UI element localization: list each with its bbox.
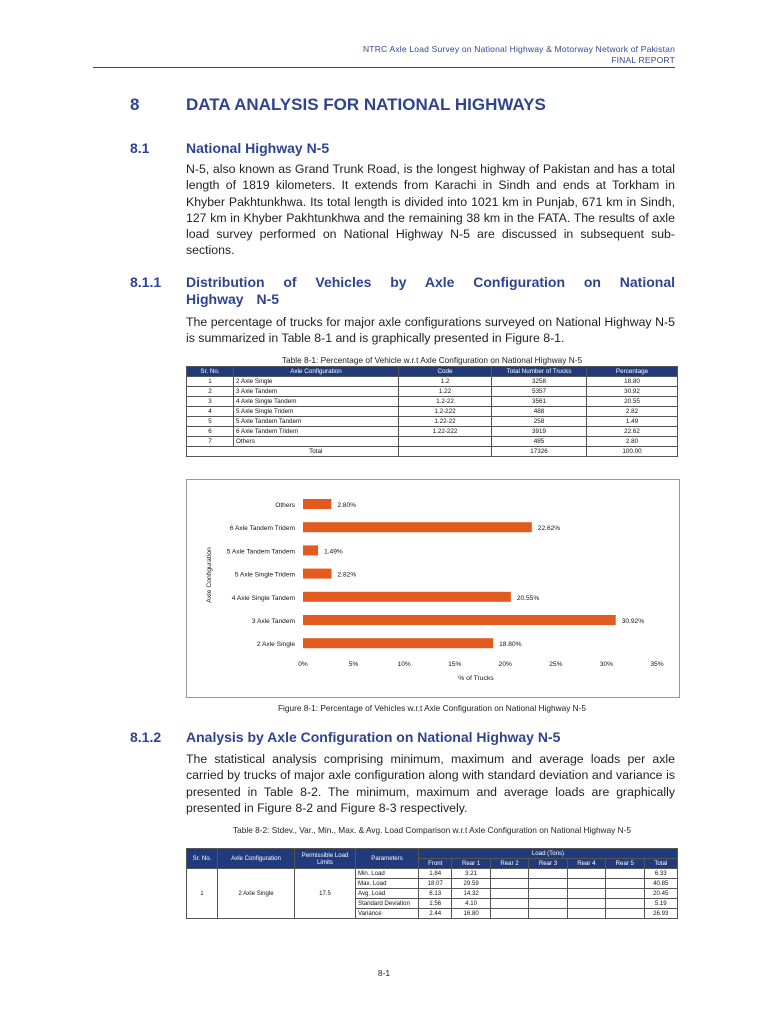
x-axis-title: % of Trucks [458, 675, 494, 682]
header-rule [93, 67, 675, 68]
cell-total-trucks: 3919 [492, 427, 587, 437]
table-row [187, 417, 678, 427]
cell-axle-config: Others [234, 437, 399, 447]
cell-load-value [606, 909, 644, 919]
cell-load-value: 5.19 [644, 899, 677, 909]
cell-percentage: 20.55 [587, 397, 678, 407]
cell-sr: 6 [187, 427, 234, 437]
cell-load-value: 1.84 [419, 869, 452, 879]
y-axis-title: Axle Configuration [206, 547, 213, 603]
col-header-percentage: Percentage [587, 367, 678, 377]
bar [303, 522, 532, 532]
cell-load-value: 16.80 [452, 909, 490, 919]
x-tick-label: 20% [498, 661, 512, 668]
data-label: 22.62% [537, 525, 561, 533]
cell-load-value: 6.33 [644, 869, 677, 879]
cell-load-value [529, 899, 567, 909]
cell-sr: 1 [187, 377, 234, 387]
cell-load-value: 1.56 [419, 899, 452, 909]
section-8-1-2-title: Analysis by Axle Configuration on National Highway N-5 [186, 729, 561, 745]
section-8-1-2-number: 8.1.2 [130, 729, 162, 745]
bar [303, 569, 332, 579]
col-header-axle-config: Axle Configuration [234, 367, 399, 377]
category-label: 5 Axle Tandem Tandem [226, 548, 295, 556]
cell-parameter: Max. Load [356, 879, 419, 889]
cell-sr: 2 [187, 387, 234, 397]
category-label: 2 Axle Single [256, 641, 295, 649]
page-number: 8-1 [377, 968, 391, 978]
cell-total-trucks: 3561 [492, 397, 587, 407]
table-row [187, 869, 678, 879]
cell-load-value: 6.13 [419, 889, 452, 899]
cell-load-value: 26.93 [644, 909, 677, 919]
x-tick-label: 30% [599, 661, 614, 668]
cell-load-value [567, 889, 605, 899]
cell-load-value [529, 879, 567, 889]
cell-axle-config: 2 Axle Single [234, 377, 399, 387]
bar [303, 592, 511, 602]
section-8-1-paragraph: N-5, also known as Grand Trunk Road, is the longest highway of Pakistan and has a total length of 1819 kilometers. It extends from Karachi in Sindh and ends at Torkham in Khyber Pakhtunkhwa. Its total length is divided into 1021 km in Punjab, 671 km in Sindh, 127 km in Khyber Pakhtunkhwa and the remaining 38 km in the FATA. The results of axle load survey performed on National Highway N-5 are discussed in subsequent sub-sections. [186, 162, 675, 258]
cell-axle-config: 5 Axle Tandem Tandem [234, 417, 399, 427]
report-title-header: NTRC Axle Load Survey on National Highway & Motorway Network of Pakistan [362, 44, 675, 54]
cell-total-label: Total [234, 447, 399, 457]
data-label: 18.80% [499, 641, 522, 649]
table-8-1 [186, 366, 678, 457]
table-row [187, 407, 678, 417]
col-header-parameters: Parameters [356, 849, 419, 869]
col-header-sr: Sr. No. [187, 849, 218, 869]
col-header-sr: Sr. No. [187, 367, 234, 377]
cell-axle-config: 6 Axle Tandem Tridem [234, 427, 399, 437]
table-row [187, 397, 678, 407]
cell-load-value [606, 869, 644, 879]
cell-total-trucks: 258 [492, 417, 587, 427]
col-header-total-trucks: Total Number of Trucks [492, 367, 587, 377]
section-8-1-1-title: Distribution of Vehicles by Axle Configuration on National Highway N-5 [186, 274, 675, 307]
category-label: 3 Axle Tandem [251, 618, 295, 625]
col-header-load-6: Total [644, 859, 677, 869]
x-tick-label: 15% [448, 661, 462, 668]
cell-axle-config: 2 Axle Single [218, 869, 295, 919]
section-8-1-2-paragraph: The statistical analysis comprising minimum, maximum and average loads per axle carried by trucks of major axle configuration along with standard deviation and variance is presented in Table 8-2. The minimum, maximum and average loads are graphically presented in Figure 8-2 and Figure 8-3 respectively. [186, 752, 675, 815]
data-label: 20.55% [516, 594, 540, 602]
section-8-1-1-paragraph: The percentage of trucks for major axle configurations surveyed on National Highway N-5 is summarized in Table 8-1 and is graphically presented in Figure 8-1. [186, 315, 675, 346]
cell-load-value [529, 909, 567, 919]
cell-load-value [529, 889, 567, 899]
cell-load-value [567, 869, 605, 879]
cell-permissible-limit: 17.5 [295, 869, 356, 919]
data-label: 2.82% [337, 571, 357, 579]
data-label: 30.92% [621, 618, 645, 625]
cell-load-value: 14.32 [452, 889, 490, 899]
cell-total-trucks: 485 [492, 437, 587, 447]
category-label: 5 Axle Single Tridem [234, 571, 295, 579]
cell-load-value [529, 869, 567, 879]
x-tick-label: 10% [397, 661, 411, 668]
cell-code: 1.22-22 [399, 417, 492, 427]
table-8-1-caption: Table 8-1: Percentage of Vehicle w.r.t Axle Configuration on National Highway N-5 [281, 355, 583, 365]
bar [303, 638, 493, 648]
figure-8-1-caption: Figure 8-1: Percentage of Vehicles w.r.t Axle Configuration on National Highway N-5 [277, 703, 587, 713]
cell-load-value [606, 879, 644, 889]
cell-load-value [567, 879, 605, 889]
cell-load-value [606, 889, 644, 899]
category-label: 6 Axle Tandem Tridem [229, 525, 295, 533]
table-row [187, 377, 678, 387]
cell-parameter: Variance [356, 909, 419, 919]
cell-percentage: 18.80 [587, 377, 678, 387]
cell-axle-config: 4 Axle Single Tandem [234, 397, 399, 407]
cell-sr: 7 [187, 437, 234, 447]
bar [303, 615, 616, 625]
cell-code [399, 437, 492, 447]
cell-load-value: 40.85 [644, 879, 677, 889]
table-8-2 [186, 848, 678, 919]
x-tick-label: 35% [650, 661, 664, 668]
cell-load-value [490, 869, 528, 879]
data-label: 1.49% [324, 548, 343, 556]
cell-load-value [567, 909, 605, 919]
cell-load-value: 29.59 [452, 879, 490, 889]
section-8-1-title: National Highway N-5 [186, 140, 330, 156]
cell-load-value: 3.21 [452, 869, 490, 879]
cell-code: 1.2 [399, 377, 492, 387]
x-tick-label: 0% [298, 661, 308, 668]
col-header-load-3: Rear 3 [529, 859, 567, 869]
cell-code: 1.2-222 [399, 407, 492, 417]
cell-parameter: Standard Deviation [356, 899, 419, 909]
cell-load-value [490, 889, 528, 899]
figure-8-1-chart [186, 479, 680, 698]
col-header-load-2: Rear 2 [490, 859, 528, 869]
col-header-load-tons: Load (Tons) [419, 849, 678, 859]
cell-sr: 1 [187, 869, 218, 919]
x-tick-label: 25% [549, 661, 563, 668]
report-status-header: FINAL REPORT [611, 55, 675, 65]
table-row [187, 427, 678, 437]
axle-config-bar-chart [187, 480, 679, 697]
table-row [187, 387, 678, 397]
category-label: 4 Axle Single Tandem [231, 594, 295, 602]
cell-axle-config: 3 Axle Tandem [234, 387, 399, 397]
cell-load-value [490, 879, 528, 889]
cell-total-trucks: 488 [492, 407, 587, 417]
table-total-row [187, 447, 678, 457]
section-8-title: DATA ANALYSIS FOR NATIONAL HIGHWAYS [186, 95, 546, 114]
cell-percentage: 2.80 [587, 437, 678, 447]
section-8-number: 8 [130, 95, 140, 114]
cell-empty [187, 447, 234, 457]
x-tick-label: 5% [348, 661, 359, 668]
cell-percentage: 2.82 [587, 407, 678, 417]
category-label: Others [275, 502, 295, 509]
cell-load-value [490, 909, 528, 919]
col-header-code: Code [399, 367, 492, 377]
col-header-permissible-limits: Permissible Load Limits [295, 849, 356, 869]
table-header-row [187, 367, 678, 377]
cell-total-trucks: 3258 [492, 377, 587, 387]
table-header-row [187, 849, 678, 859]
cell-percentage: 22.62 [587, 427, 678, 437]
cell-load-value [567, 899, 605, 909]
cell-total-trucks: 5357 [492, 387, 587, 397]
cell-total-trucks: 17326 [492, 447, 587, 457]
cell-parameter: Avg. Load [356, 889, 419, 899]
data-label: 2.80% [337, 502, 357, 509]
cell-load-value [606, 899, 644, 909]
table-8-2-caption: Table 8-2: Stdev., Var., Min., Max. & Avg. Load Comparison w.r.t Axle Configuration on National Highway N-5 [233, 825, 631, 835]
table-row [187, 437, 678, 447]
cell-empty [399, 447, 492, 457]
col-header-load-5: Rear 5 [606, 859, 644, 869]
cell-sr: 3 [187, 397, 234, 407]
cell-percentage: 30.92 [587, 387, 678, 397]
cell-percentage: 1.49 [587, 417, 678, 427]
cell-load-value: 18.07 [419, 879, 452, 889]
cell-load-value: 20.45 [644, 889, 677, 899]
cell-code: 1.22-222 [399, 427, 492, 437]
col-header-load-0: Front [419, 859, 452, 869]
cell-load-value: 4.10 [452, 899, 490, 909]
col-header-load-4: Rear 4 [567, 859, 605, 869]
cell-code: 1.2-22 [399, 397, 492, 407]
col-header-load-1: Rear 1 [452, 859, 490, 869]
bar [303, 499, 331, 509]
cell-code: 1.22 [399, 387, 492, 397]
section-8-1-1-number: 8.1.1 [130, 274, 162, 290]
col-header-axle-config: Axle Configuration [218, 849, 295, 869]
cell-sr: 4 [187, 407, 234, 417]
cell-axle-config: 5 Axle Single Tridem [234, 407, 399, 417]
cell-load-value: 2.44 [419, 909, 452, 919]
cell-total-percentage: 100.00 [587, 447, 678, 457]
cell-parameter: Min. Load [356, 869, 419, 879]
section-8-1-number: 8.1 [130, 140, 150, 156]
cell-sr: 5 [187, 417, 234, 427]
bar [303, 545, 318, 555]
cell-load-value [490, 899, 528, 909]
